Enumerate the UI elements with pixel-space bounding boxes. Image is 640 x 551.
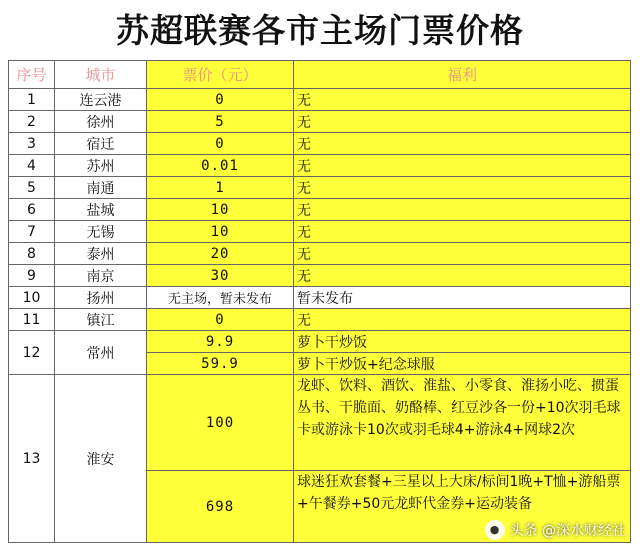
row-benefit: 无 <box>294 243 631 265</box>
row-benefit: 无 <box>294 199 631 221</box>
table-row <box>9 133 631 155</box>
ticket-price-table <box>8 60 631 543</box>
header-price: 票价（元） <box>147 61 294 89</box>
row-price: 10 <box>147 221 294 243</box>
table-row <box>9 309 631 331</box>
header-benefit: 福利 <box>294 61 631 89</box>
row-no: 10 <box>9 287 55 309</box>
row-city: 苏州 <box>55 155 147 177</box>
row-city: 镇江 <box>55 309 147 331</box>
row-city: 徐州 <box>55 111 147 133</box>
row-benefit: 无 <box>294 265 631 287</box>
table-header-row <box>9 61 631 89</box>
row-no: 8 <box>9 243 55 265</box>
row-price: 1 <box>147 177 294 199</box>
header-no: 序号 <box>9 61 55 89</box>
row-benefit: 无 <box>294 221 631 243</box>
row-no: 13 <box>9 375 55 543</box>
page-title: 苏超联赛各市主场门票价格 <box>116 11 524 50</box>
table-row <box>9 111 631 133</box>
row-no: 4 <box>9 155 55 177</box>
table-row <box>9 89 631 111</box>
row-no: 1 <box>9 89 55 111</box>
row-price: 698 <box>147 471 294 543</box>
row-no: 12 <box>9 331 55 375</box>
row-price: 9.9 <box>147 331 294 353</box>
watermark-text: 头条 @深水财经社 <box>509 523 626 539</box>
row-benefit: 无 <box>294 155 631 177</box>
row-benefit: 无 <box>294 111 631 133</box>
row-price: 0.01 <box>147 155 294 177</box>
row-city: 盐城 <box>55 199 147 221</box>
table-row <box>9 155 631 177</box>
table-row <box>9 287 631 309</box>
row-price: 无主场，暂未发布 <box>147 287 294 309</box>
row-city: 常州 <box>55 331 147 375</box>
table-row <box>9 243 631 265</box>
row-price: 100 <box>147 375 294 471</box>
row-city: 无锡 <box>55 221 147 243</box>
toutiao-logo-icon: ● <box>485 520 505 540</box>
row-price: 0 <box>147 309 294 331</box>
table-row <box>9 331 631 353</box>
watermark <box>485 517 626 543</box>
table-row <box>9 265 631 287</box>
row-price: 20 <box>147 243 294 265</box>
row-no: 2 <box>9 111 55 133</box>
row-benefit: 无 <box>294 309 631 331</box>
row-city: 淮安 <box>55 375 147 543</box>
row-price: 30 <box>147 265 294 287</box>
row-price: 10 <box>147 199 294 221</box>
row-benefit: 暂未发布 <box>294 287 631 309</box>
row-no: 7 <box>9 221 55 243</box>
table-row <box>9 221 631 243</box>
row-price: 0 <box>147 89 294 111</box>
row-benefit: 无 <box>294 89 631 111</box>
row-city: 宿迁 <box>55 133 147 155</box>
table-row <box>9 375 631 471</box>
row-benefit: 龙虾、饮料、酒饮、淮盐、小零食、淮扬小吃、掼蛋丛书、干脆面、奶酪棒、红豆沙各一份+10次羽毛球卡或游泳卡10次或羽毛球4+游泳4+网球2次 <box>294 375 631 471</box>
table-row <box>9 177 631 199</box>
row-city: 连云港 <box>55 89 147 111</box>
row-no: 3 <box>9 133 55 155</box>
row-price: 0 <box>147 133 294 155</box>
row-no: 6 <box>9 199 55 221</box>
row-price: 59.9 <box>147 353 294 375</box>
row-no: 9 <box>9 265 55 287</box>
row-benefit: 萝卜干炒饭 <box>294 331 631 353</box>
row-benefit: 无 <box>294 177 631 199</box>
row-price: 5 <box>147 111 294 133</box>
row-no: 5 <box>9 177 55 199</box>
row-city: 扬州 <box>55 287 147 309</box>
header-city: 城市 <box>55 61 147 89</box>
row-no: 11 <box>9 309 55 331</box>
row-benefit: 球迷狂欢套餐+三星以上大床/标间1晚+T恤+游船票+午餐券+50元龙虾代金券+运动装备 <box>294 471 631 543</box>
row-city: 南通 <box>55 177 147 199</box>
row-city: 泰州 <box>55 243 147 265</box>
table-row <box>9 199 631 221</box>
row-benefit: 萝卜干炒饭+纪念球服 <box>294 353 631 375</box>
row-benefit: 无 <box>294 133 631 155</box>
row-city: 南京 <box>55 265 147 287</box>
